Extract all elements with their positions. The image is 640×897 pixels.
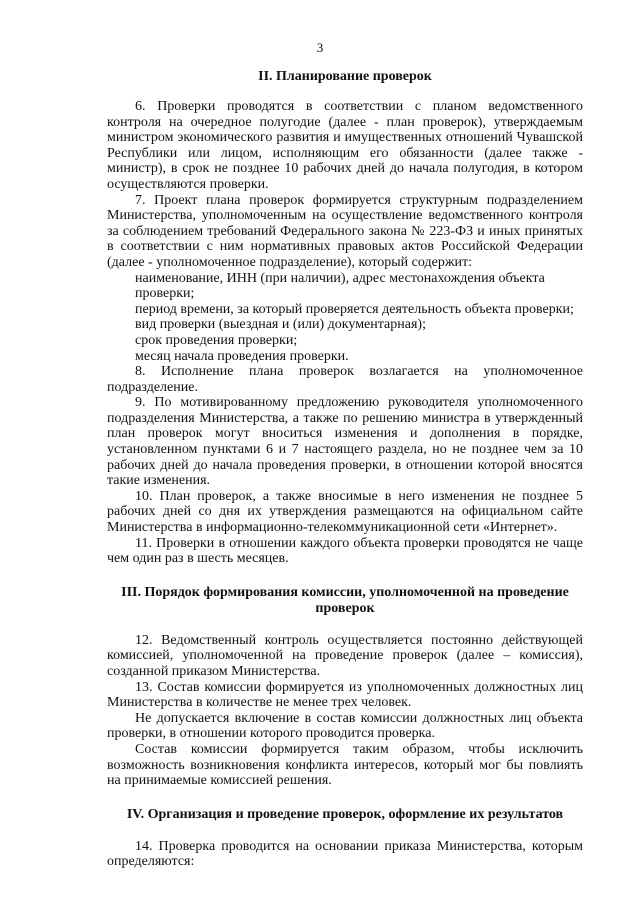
paragraph-13-conflict: Состав комиссии формируется таким образом, чтобы исключить возможность возникновения конфликта интересов, который мог бы повлиять на принимаемые комиссией решения. [107,741,583,789]
list-item: срок проведения проверки; [135,332,298,348]
document-content [107,69,583,870]
section-3-title: III. Порядок формирования комиссии, уполномоченной на проведение проверок [121,584,569,616]
paragraph-13-exclusion: Не допускается включение в состав комиссии должностных лиц объекта проверки, в отношении которого проводится проверка. [107,710,583,742]
page-number: 3 [316,40,324,55]
list-item: месяц начала проведения проверки. [135,348,349,364]
paragraph-13: 13. Состав комиссии формируется из уполномоченных должностных лиц Министерства в количестве не менее трех человек. [107,679,583,711]
paragraph-7: 7. Проект плана проверок формируется структурным подразделением Министерства, уполномоченным на осуществление ведомственного контроля за соблюдением требований Федерального закона № 223-ФЗ и иных принятых в соответствии с ним нормативных правовых актов Российской Федерации (далее - уполномоченное подразделение), который содержит: [107,192,583,270]
list-item: наименование, ИНН (при наличии), адрес местонахождения объекта проверки; [135,270,545,302]
paragraph-9: 9. По мотивированному предложению руководителя уполномоченного подразделения Министерства, а также по решению министра в утвержденный план проверок могут вноситься изменения и дополнения в порядке, установленном пунктами 6 и 7 настоящего раздела, но не позднее чем за 10 рабочих дней до начала проведения проверки, в отношении которой вносятся такие изменения. [107,395,583,489]
list-item: период времени, за который проверяется деятельность объекта проверки; [135,301,574,317]
paragraph-10: 10. План проверок, а также вносимые в него изменения не позднее 5 рабочих дней со дня их утверждения размещаются на официальном сайте Министерства в информационно-телекоммуникационной сети «Интернет». [107,488,583,536]
paragraph-8: 8. Исполнение плана проверок возлагается на уполномоченное подразделение. [107,364,583,395]
paragraph-14: 14. Проверка проводится на основании приказа Министерства, которым определяются: [107,838,583,870]
section-2-title: II. Планирование проверок [258,69,432,84]
section-4-title: IV. Организация и проведение проверок, оформление их результатов [126,806,564,822]
paragraph-6: 6. Проверки проводятся в соответствии с планом ведомственного контроля на очередное полугодие (далее - план проверок), утверждаемым министром экономического развития и имущественных отношений Чувашской Республики или лицом, исполняющим его обязанности (далее также - министр), в срок не позднее 10 рабочих дней до начала полугодия, в котором осуществляются проверки. [107,99,583,192]
paragraph-12: 12. Ведомственный контроль осуществляется постоянно действующей комиссией, уполномоченной на проведение проверок (далее – комиссия), созданной приказом Министерства. [107,632,583,679]
list-item: вид проверки (выездная и (или) документарная); [135,317,426,333]
paragraph-11: 11. Проверки в отношении каждого объекта проверки проводятся не чаще чем один раз в шесть месяцев. [107,535,583,567]
